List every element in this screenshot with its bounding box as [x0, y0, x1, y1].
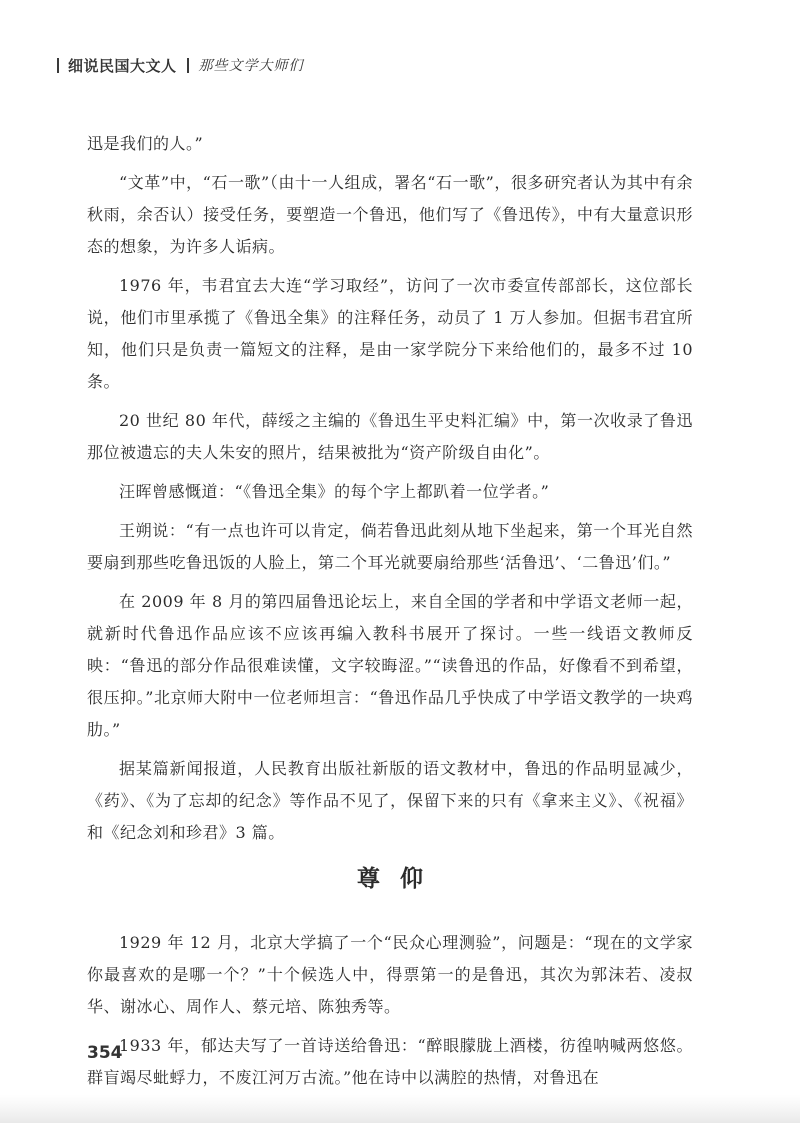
- paragraph-continuation: 迅是我们的人。”: [87, 134, 204, 153]
- header-left-bar: [57, 58, 59, 73]
- paragraph: 在 2009 年 8 月的第四届鲁迅论坛上，来自全国的学者和中学语文老师一起，就新时代鲁迅作品应该不应该再编入教科书展开了探讨。一些一线语文教师反映：“鲁迅的部分作品很难读懂，文字较晦涩。”“读鲁迅的作品，好像看不到希望，很压抑。”北京师大附中一位老师坦言：“鲁迅作品几乎快成了中学语文教学的一块鸡肋。”: [87, 592, 693, 739]
- paragraph: 1933 年，郁达夫写了一首诗送给鲁迅：“醉眼朦胧上酒楼，彷徨呐喊两悠悠。群盲竭尽蚍蜉力，不废江河万古流。”他在诗中以满腔的热情，对鲁迅在: [87, 1036, 693, 1087]
- running-header: [57, 53, 304, 77]
- page-number: 354: [87, 1043, 123, 1063]
- paragraph: “文革”中，“石一歌”（由十一人组成，署名“石一歌”，很多研究者认为其中有余秋雨，余否认）接受任务，要塑造一个鲁迅，他们写了《鲁迅传》，中有大量意识形态的想象，为许多人诟病。: [87, 173, 693, 256]
- section-title: 尊仰: [357, 865, 443, 892]
- page-bottom-edge: [0, 1095, 800, 1123]
- paragraph: 王朔说：“有一点也许可以肯定，倘若鲁迅此刻从地下坐起来，第一个耳光自然要扇到那些吃鲁迅饭的人脸上，第二个耳光就要扇给那些‘活鲁迅’、‘二鲁迅’们。”: [87, 521, 693, 572]
- body-text: [87, 128, 693, 1101]
- paragraph: 1929 年 12 月，北京大学搞了一个“民众心理测验”，问题是：“现在的文学家你最喜欢的是哪一个？”十个候选人中，得票第一的是鲁迅，其次为郭沫若、凌叔华、谢冰心、周作人、蔡元培、陈独秀等。: [87, 933, 693, 1016]
- header-separator-bar: [187, 58, 189, 73]
- paragraph: 汪晖曾感慨道：“《鲁迅全集》的每个字上都趴着一位学者。”: [119, 482, 550, 501]
- paragraph: 1976 年，韦君宜去大连“学习取经”，访问了一次市委宣传部部长，这位部长说，他们市里承揽了《鲁迅全集》的注释任务，动员了 1 万人参加。但据韦君宜所知，他们只是负责一篇短文的注释，是由一家学院分下来给他们的，最多不过 10 条。: [87, 276, 693, 391]
- paragraph: 20 世纪 80 年代，薛绥之主编的《鲁迅生平史料汇编》中，第一次收录了鲁迅那位被遗忘的夫人朱安的照片，结果被批为“资产阶级自由化”。: [87, 411, 693, 462]
- paragraph: 据某篇新闻报道，人民教育出版社新版的语文教材中，鲁迅的作品明显减少，《药》、《为了忘却的纪念》等作品不见了，保留下来的只有《拿来主义》、《祝福》和《纪念刘和珍君》3 篇。: [87, 759, 693, 842]
- book-title: 细说民国大文人: [68, 56, 177, 75]
- book-subtitle: 那些文学大师们: [198, 58, 304, 74]
